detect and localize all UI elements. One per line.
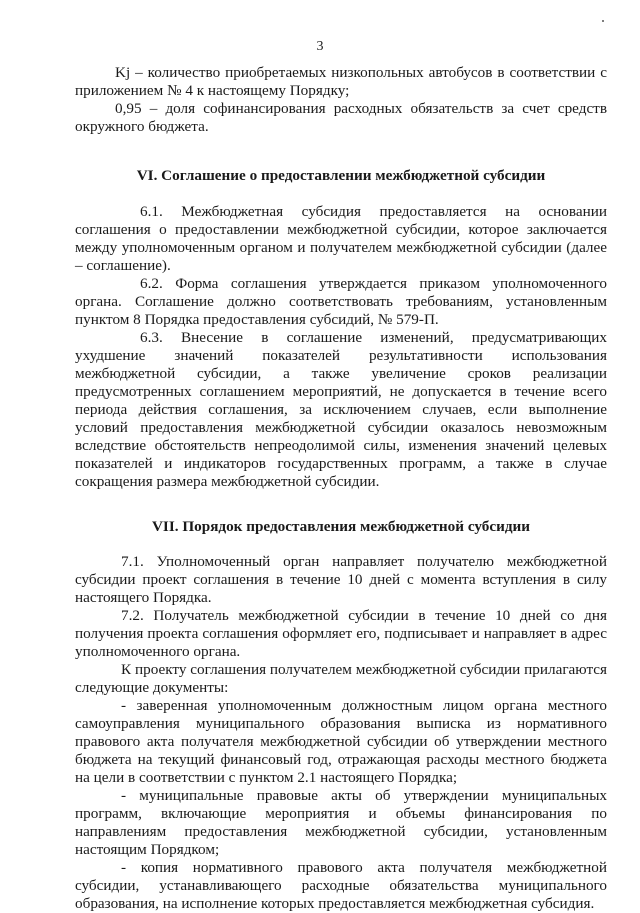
paragraph-6-3: 6.3. Внесение в соглашение изменений, предусматривающих ухудшение значений показателей результативности использования межбюджетной субсидии, а также увеличение сроков реализации предусмотренных соглашением мероприятий, не допускается в течение всего периода действия соглашения, за исключением случаев, если выполнение условий предоставления межбюджетной субсидии оказалось невозможным вследствие обстоятельств непреодолимой силы, изменения значений целевых показателей и индикаторов государственных программ, а также в случае сокращения размера межбюджетной субсидии. <box>75 329 607 490</box>
list-item-normative-act-copy: - копия нормативного правового акта получателя межбюджетной субсидии, устанавливающего расходные обязательства муниципального образования, на исполнение которых предоставляется межбюджетная субсидия. <box>75 859 607 912</box>
paragraph-attachments-intro: К проекту соглашения получателем межбюджетной субсидии прилагаются следующие документы: <box>75 661 607 696</box>
paragraph-6-2: 6.2. Форма соглашения утверждается приказом уполномоченного органа. Соглашение должно соответствовать требованиям, установленным пунктом 8 Порядка предоставления субсидий, № 579-П. <box>75 275 607 328</box>
section-6-heading: VI. Соглашение о предоставлении межбюджетной субсидии <box>136 167 546 184</box>
scan-artifact-dot <box>602 20 604 22</box>
paragraph-7-2: 7.2. Получатель межбюджетной субсидии в течение 10 дней со дня получения проекта соглашения оформляет его, подписывает и направляет в адрес уполномоченного органа. <box>75 607 607 660</box>
intro-paragraph-kj: Kj – количество приобретаемых низкопольных автобусов в соответствии с приложением № 4 к настоящему Порядку; <box>75 64 607 99</box>
section-7-heading: VII. Порядок предоставления межбюджетной субсидии <box>151 518 531 535</box>
document-body <box>75 64 607 913</box>
paragraph-7-1: 7.1. Уполномоченный орган направляет получателю межбюджетной субсидии проект соглашения в течение 10 дней с момента вступления в силу настоящего Порядка. <box>75 553 607 606</box>
list-item-budget-extract: - заверенная уполномоченным должностным лицом органа местного самоуправления муниципального образования выписка из нормативного правового акта получателя межбюджетной субсидии об утверждении местного бюджета на текущий финансовый год, отражающая расходы местного бюджета на цели в соответствии с пунктом 2.1 настоящего Порядка; <box>75 697 607 786</box>
paragraph-6-1: 6.1. Межбюджетная субсидия предоставляется на основании соглашения о предоставлении межбюджетной субсидии, которое заключается между уполномоченным органом и получателем межбюджетной субсидии (далее – соглашение). <box>75 203 607 274</box>
intro-paragraph-cofinancing: 0,95 – доля софинансирования расходных обязательств за счет средств окружного бюджета. <box>75 100 607 135</box>
page-number: 3 <box>316 39 324 54</box>
list-item-municipal-programs: - муниципальные правовые акты об утверждении муниципальных программ, включающие мероприятия и объемы финансирования по направлениям предоставления межбюджетной субсидии, установленным настоящим Порядком; <box>75 787 607 858</box>
